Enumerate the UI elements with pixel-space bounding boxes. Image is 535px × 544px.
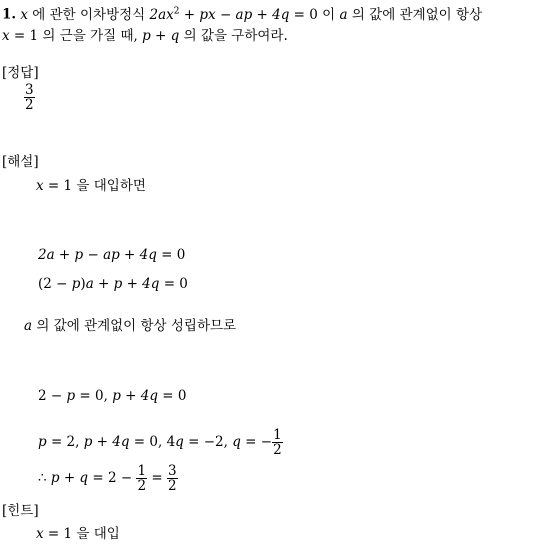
text-segment: = 2 − (88, 470, 137, 487)
hint-line (36, 528, 120, 542)
hint-label: [힌트] (2, 503, 39, 519)
text-segment: = 2, (46, 434, 84, 451)
text-segment: = −2, (183, 434, 233, 451)
text-segment: 의 값을 구하여라. (179, 28, 288, 44)
math-variable: x (2, 28, 10, 44)
answer-numerator: 3 (25, 82, 34, 98)
fraction-denominator: 2 (273, 442, 282, 459)
text-segment: = 0 이 (289, 6, 340, 23)
math-variable: p + 4q (112, 388, 158, 404)
math-variable: 2a + p − ap + 4q (38, 247, 157, 263)
text-segment: = 0 (159, 276, 188, 292)
explanation-label: [해설] (2, 154, 39, 170)
text-segment: 2 − (38, 388, 67, 404)
text-segment: = 0, 4 (129, 434, 176, 451)
text-segment: = 0 (158, 388, 187, 404)
text-segment: 의 값에 관계없이 항상 (347, 6, 483, 23)
math-variable: a (339, 6, 348, 23)
problem-text-2 (2, 28, 288, 44)
fraction (136, 464, 147, 493)
equation-5 (38, 464, 178, 493)
text-segment: = 0 (156, 247, 186, 263)
equation-4 (38, 428, 283, 457)
math-variable: p (38, 434, 47, 451)
equation-3 (38, 390, 186, 404)
answer-denominator: 2 (25, 97, 34, 114)
math-variable: p + q (142, 28, 180, 44)
answer-fraction (24, 83, 35, 112)
math-variable: q (175, 434, 184, 451)
problem-line-2 (2, 30, 288, 44)
equation-2 (38, 278, 188, 292)
text-segment: (2 − (38, 276, 72, 292)
fraction-numerator: 1 (273, 427, 282, 443)
math-variable: p + 4q (83, 434, 130, 451)
math-variable: q (232, 434, 241, 451)
text-segment: = 1 을 대입 (43, 526, 120, 542)
math-variable: + px − ap + 4q (179, 6, 290, 23)
math-variable: 2ax (149, 6, 174, 23)
problem-number: 1. (2, 6, 17, 23)
problem-text-1 (20, 7, 482, 23)
answer-label: [정답] (2, 65, 39, 81)
text-segment: ) (80, 276, 86, 292)
explanation-step-1 (36, 180, 146, 194)
explanation-step-2 (24, 320, 236, 334)
text-segment: = − (240, 434, 273, 451)
math-variable: a + p + 4q (85, 276, 160, 292)
text-segment: = (147, 470, 167, 487)
fraction-denominator: 2 (167, 478, 177, 495)
fraction (272, 428, 283, 457)
superscript: 2 (173, 6, 180, 16)
text-segment: = 0, (75, 388, 113, 404)
equation-1 (38, 249, 185, 263)
math-variable: a (24, 318, 33, 334)
math-variable: p (66, 388, 76, 404)
text-segment: ∴ (38, 470, 51, 487)
math-variable: p (71, 276, 81, 292)
math-variable: x (36, 178, 44, 194)
math-variable: x (36, 526, 44, 542)
text-segment: = 1 을 대입하면 (43, 178, 146, 194)
text-segment: 의 값에 관계없이 항상 성립하므로 (32, 318, 237, 334)
problem-line-1 (2, 7, 482, 22)
text-segment: 에 관한 이차방정식 (28, 6, 150, 23)
math-variable: p + q (50, 470, 89, 487)
fraction-numerator: 1 (137, 463, 147, 479)
fraction (167, 464, 178, 493)
math-variable: x (20, 6, 29, 23)
text-segment: = 1 의 근을 가질 때, (9, 28, 143, 44)
fraction-numerator: 3 (167, 463, 177, 479)
fraction-denominator: 2 (137, 478, 147, 495)
